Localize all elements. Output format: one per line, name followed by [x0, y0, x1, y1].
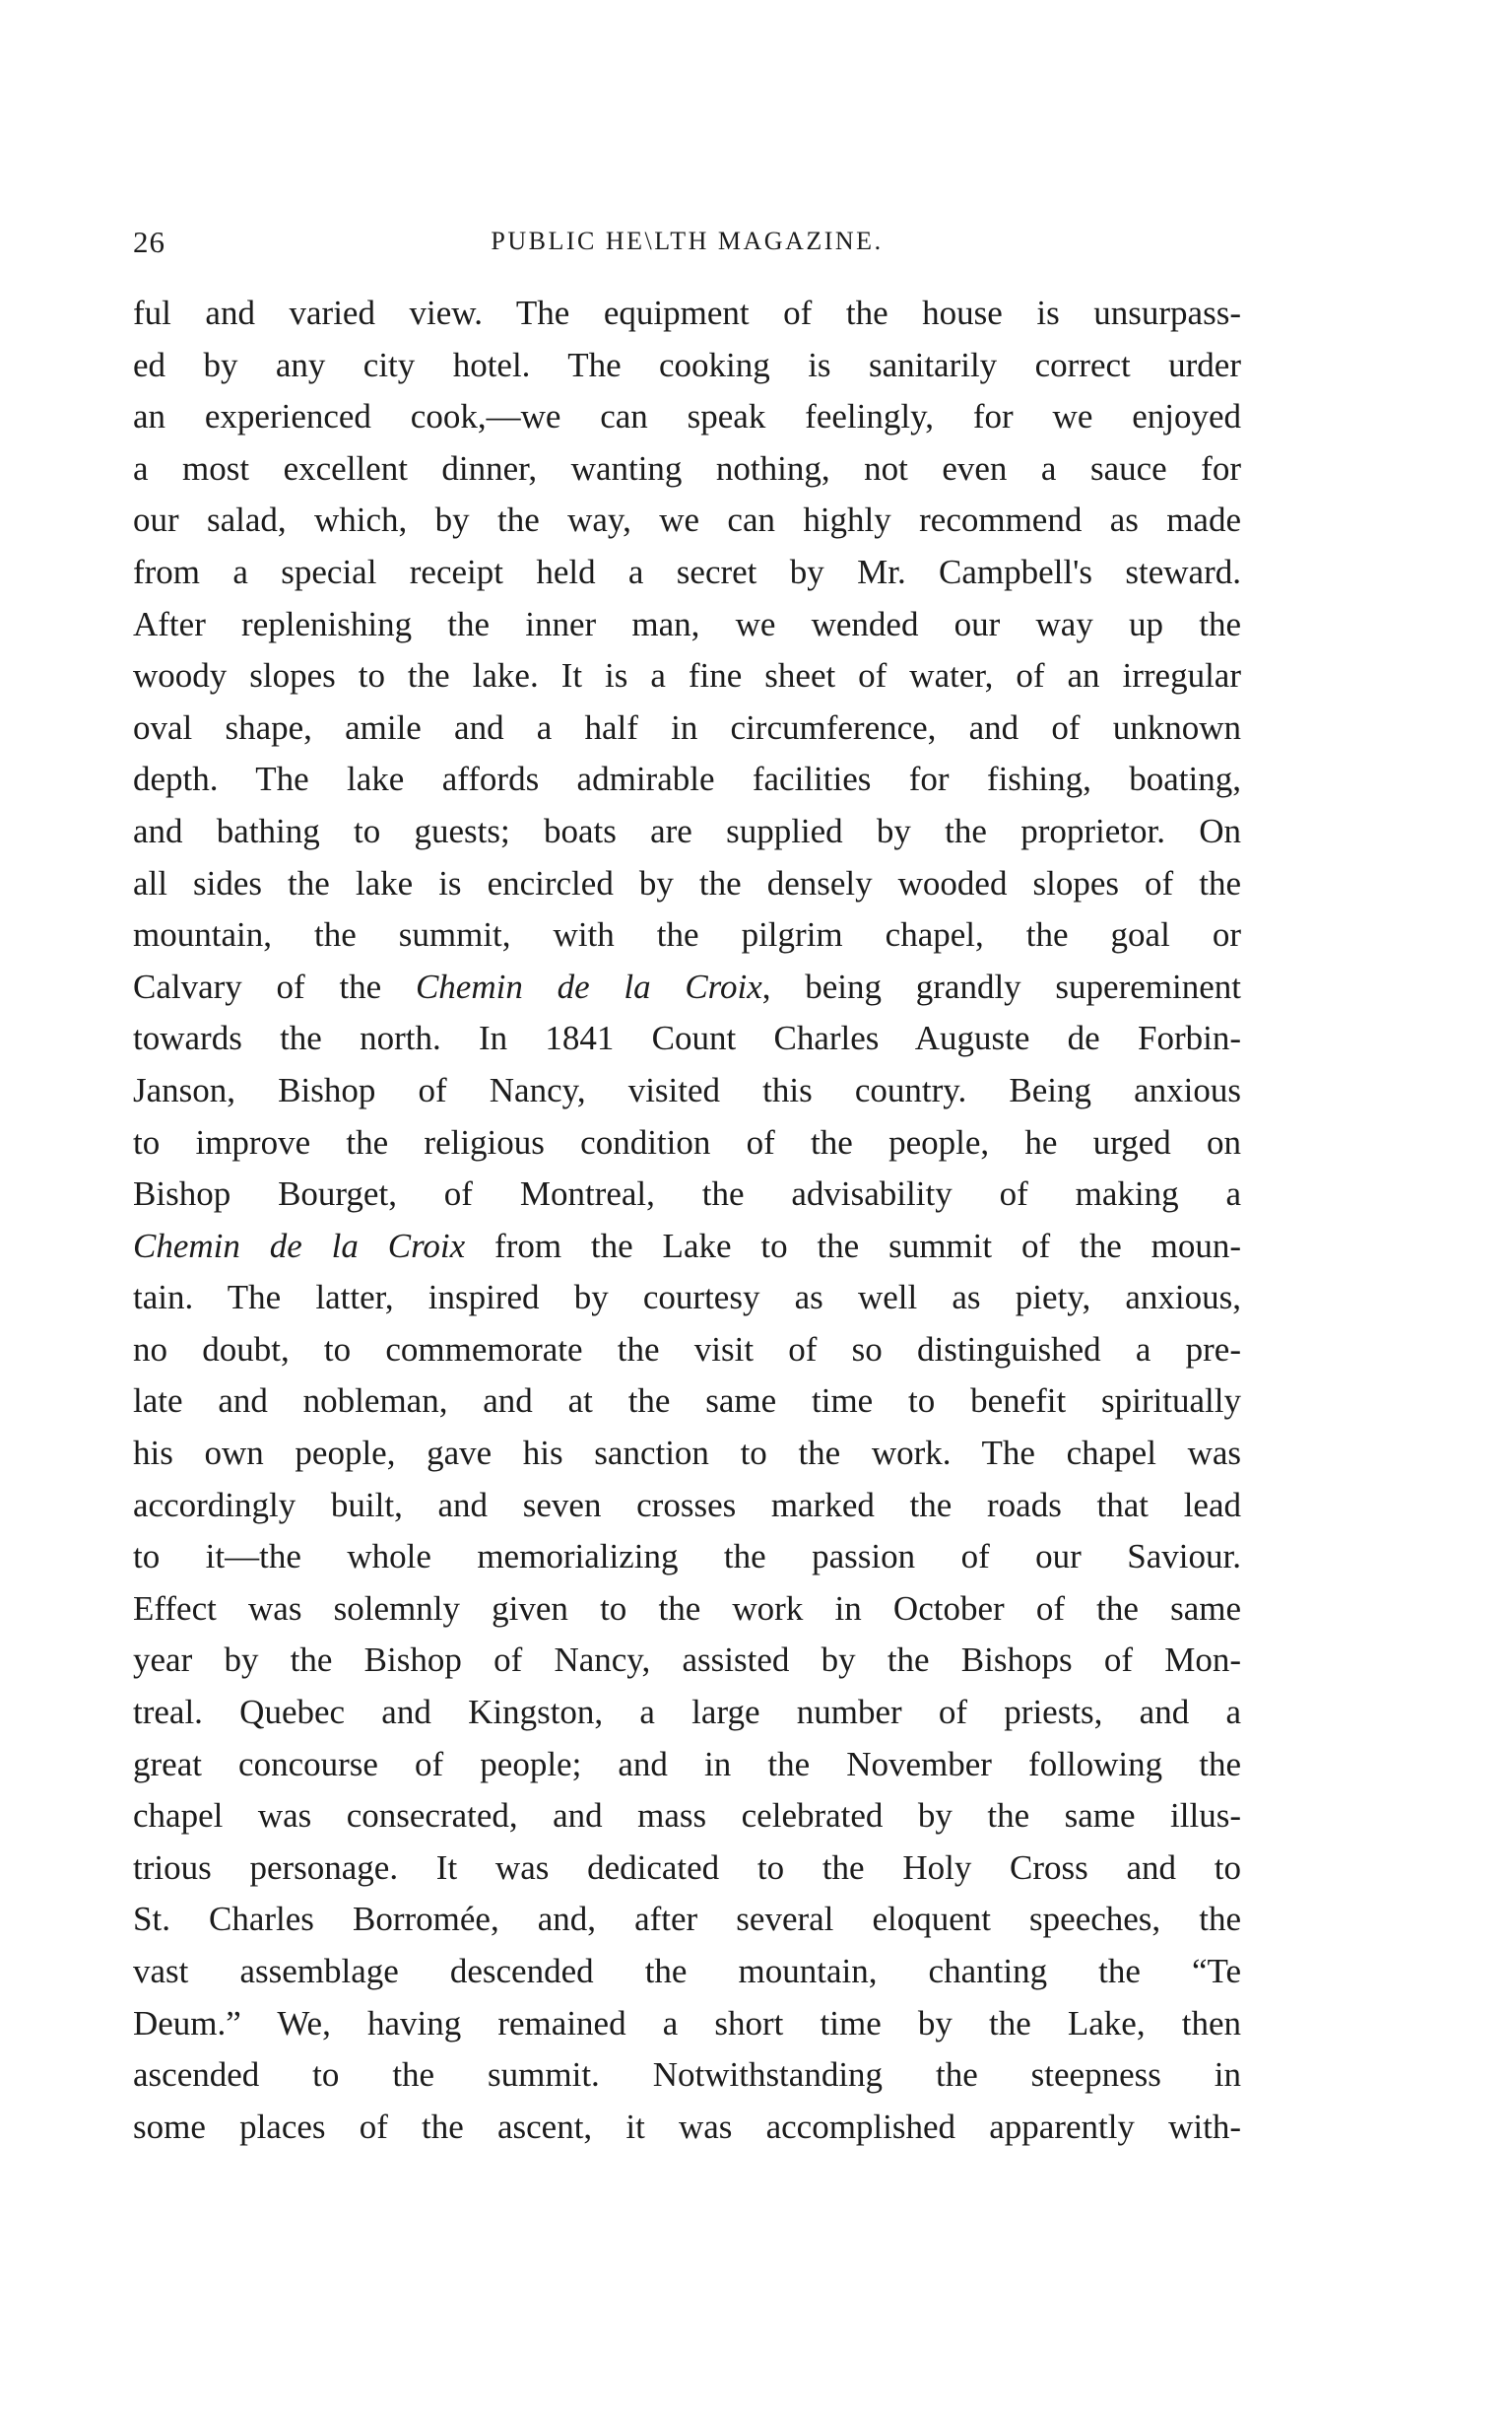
italic-phrase: Chemin de la Croix: [415, 967, 762, 1006]
text-segment: Calvary of the: [133, 967, 416, 1006]
text-line: [133, 1583, 1241, 1636]
text-line: [133, 1117, 1241, 1170]
text-line: [133, 2102, 1241, 2154]
text-segment: oval shape, amile and a half in circumference, and of unknown: [133, 707, 1241, 747]
text-line: [133, 1169, 1241, 1221]
text-line: [133, 288, 1241, 340]
text-segment: tain. The latter, inspired by courtesy as well as piety, anxious,: [133, 1278, 1241, 1317]
text-segment: Janson, Bishop of Nancy, visited this country. Being anxious: [133, 1070, 1241, 1109]
text-line: [133, 1739, 1241, 1791]
text-segment: mountain, the summit, with the pilgrim chapel, the goal or: [133, 915, 1241, 955]
text-segment: towards the north. In 1841 Count Charles Auguste de Forbin-: [133, 1019, 1241, 1058]
text-segment: his own people, gave his sanction to the work. The chapel was: [133, 1434, 1241, 1473]
text-segment: St. Charles Borromée, and, after several eloquent speeches, the: [133, 1900, 1241, 1939]
text-segment: vast assemblage descended the mountain, chanting the “Te: [133, 1952, 1241, 1990]
text-segment: ed by any city hotel. The cooking is sanitarily correct urder: [133, 345, 1241, 384]
text-segment: all sides the lake is encircled by the densely wooded slopes of the: [133, 863, 1241, 903]
text-line: [133, 1998, 1241, 2050]
text-line: [133, 1375, 1241, 1428]
text-segment: ful and varied view. The equipment of the house is unsurpass-: [133, 294, 1241, 332]
text-line: [133, 962, 1241, 1014]
running-title: PUBLIC HE\LTH MAGAZINE.: [491, 227, 884, 255]
text-segment: to it—the whole memorializing the passion of our Saviour.: [133, 1537, 1241, 1576]
text-line: [133, 443, 1241, 496]
text-segment: After replenishing the inner man, we wended our way up the: [133, 604, 1241, 643]
text-segment: woody slopes to the lake. It is a fine sheet of water, of an irregular: [133, 656, 1241, 696]
text-segment: from a special receipt held a secret by Mr. Campbell's steward.: [133, 552, 1241, 591]
text-segment: Bishop Bourget, of Montreal, the advisability of making a: [133, 1174, 1241, 1214]
text-segment: depth. The lake affords admirable facilities for fishing, boating,: [133, 760, 1241, 799]
text-line: [133, 1221, 1241, 1273]
text-line: [133, 599, 1241, 651]
text-line: [133, 391, 1241, 443]
text-segment: accordingly built, and seven crosses marked the roads that lead: [133, 1485, 1241, 1524]
text-segment: from the Lake to the summit of the moun-: [465, 1226, 1241, 1265]
text-line: [133, 1428, 1241, 1480]
text-segment: year by the Bishop of Nancy, assisted by the Bishops of Mon-: [133, 1641, 1241, 1680]
text-segment: trious personage. It was dedicated to the Holy Cross and to: [133, 1847, 1241, 1887]
text-line: [133, 1065, 1241, 1117]
text-line: [133, 909, 1241, 962]
text-line: [133, 1480, 1241, 1532]
text-line: [133, 495, 1241, 547]
text-line: [133, 1894, 1241, 1946]
text-line: [133, 1687, 1241, 1739]
page-number: 26: [133, 225, 165, 259]
text-segment: an experienced cook,—we can speak feelingly, for we enjoyed: [133, 397, 1241, 436]
text-line: [133, 1635, 1241, 1687]
text-line: [133, 806, 1241, 858]
italic-phrase: Chemin de la Croix: [133, 1226, 466, 1265]
text-line: [133, 547, 1241, 599]
text-line: [133, 2049, 1241, 2102]
text-segment: some places of the ascent, it was accomplished apparently with-: [133, 2107, 1241, 2146]
text-segment: great concourse of people; and in the November following the: [133, 1744, 1241, 1783]
text-line: [133, 703, 1241, 755]
text-line: [133, 340, 1241, 392]
text-line: [133, 1324, 1241, 1376]
body-text: [133, 288, 1241, 2153]
text-segment: treal. Quebec and Kingston, a large number of priests, and a: [133, 1693, 1241, 1732]
text-segment: Deum.” We, having remained a short time by the Lake, then: [133, 2003, 1241, 2043]
text-segment: ascended to the summit. Notwithstanding the steepness in: [133, 2055, 1241, 2095]
text-line: [133, 1946, 1241, 1998]
text-segment: chapel was consecrated, and mass celebrated by the same illus-: [133, 1796, 1241, 1836]
text-segment: , being grandly supereminent: [761, 967, 1241, 1006]
text-line: [133, 650, 1241, 703]
text-segment: our salad, which, by the way, we can highly recommend as made: [133, 501, 1241, 540]
text-line: [133, 858, 1241, 910]
text-segment: and bathing to guests; boats are supplied by the proprietor. On: [133, 811, 1241, 850]
text-line: [133, 1272, 1241, 1324]
text-line: [133, 1790, 1241, 1842]
text-segment: no doubt, to commemorate the visit of so distinguished a pre-: [133, 1329, 1241, 1369]
text-line: [133, 754, 1241, 806]
text-segment: Effect was solemnly given to the work in October of the same: [133, 1588, 1241, 1628]
text-line: [133, 1531, 1241, 1583]
text-segment: late and nobleman, and at the same time to benefit spiritually: [133, 1381, 1241, 1421]
text-segment: to improve the religious condition of the people, he urged on: [133, 1122, 1241, 1162]
running-head: [133, 225, 1241, 264]
text-line: [133, 1013, 1241, 1065]
text-line: [133, 1842, 1241, 1895]
text-segment: a most excellent dinner, wanting nothing, not even a sauce for: [133, 448, 1241, 488]
